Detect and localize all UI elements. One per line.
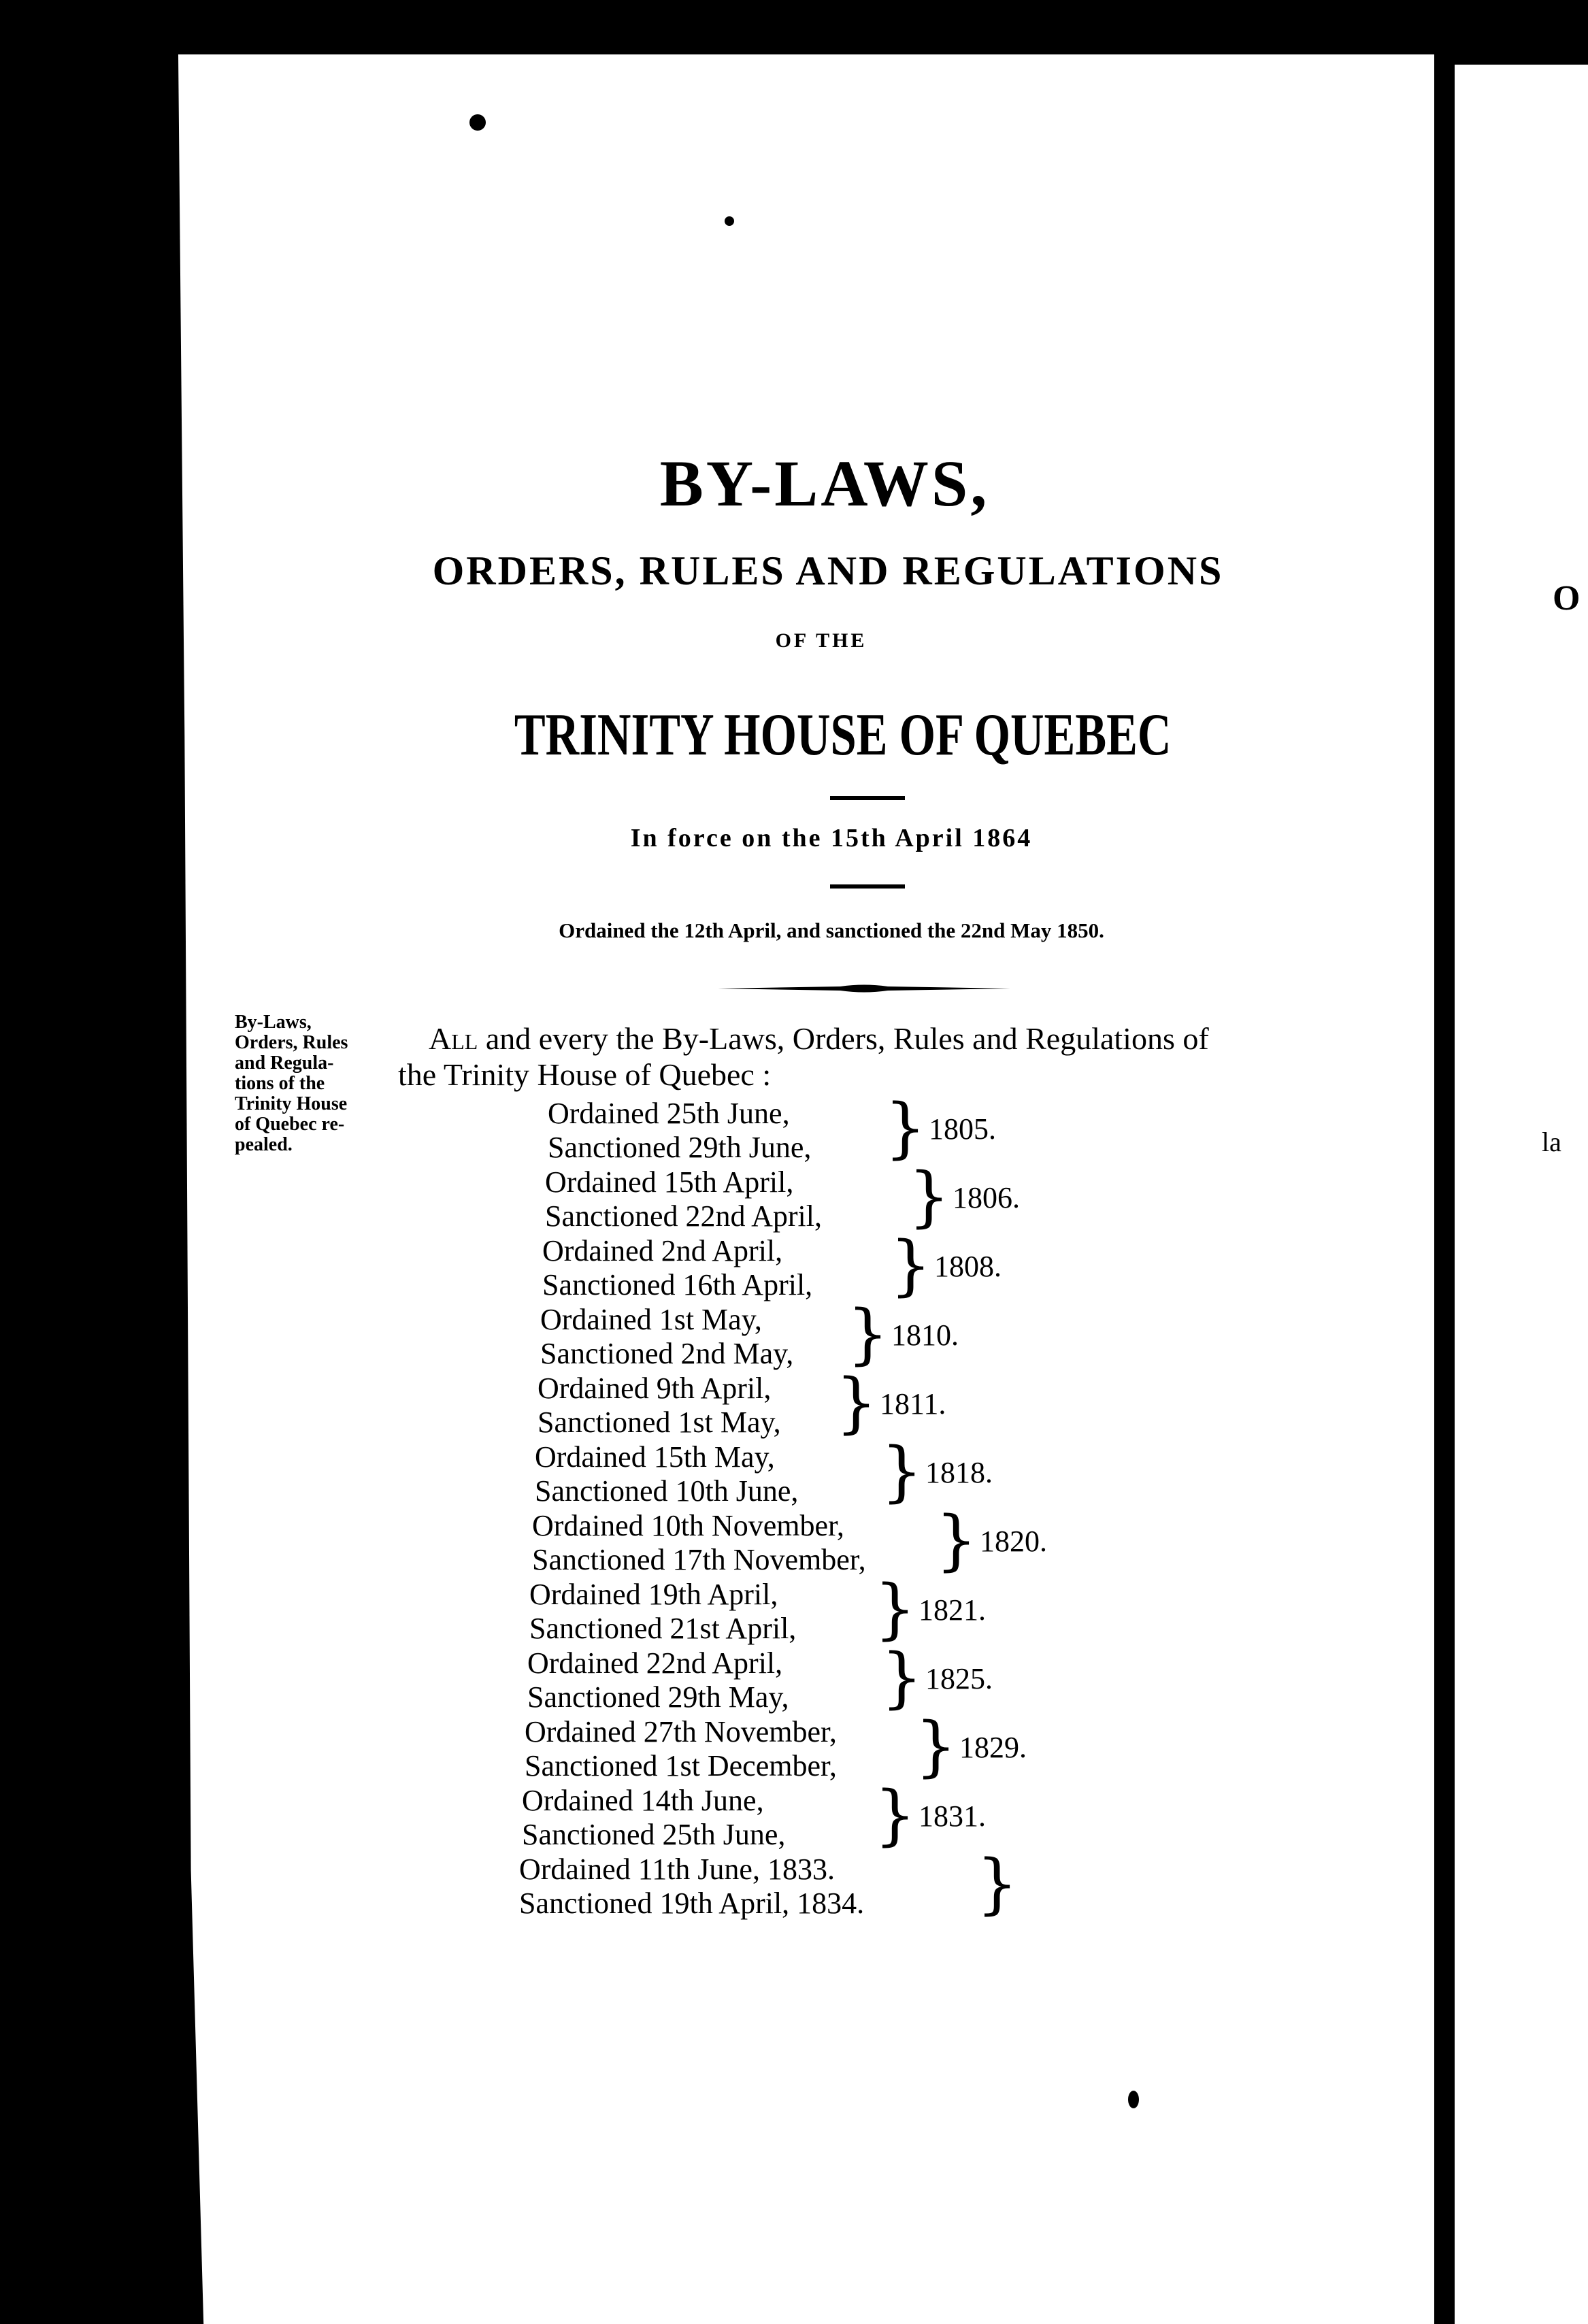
sanctioned-date: Sanctioned 25th June, [522, 1818, 786, 1851]
margin-note: By-Laws, Orders, Rules and Regula- tions of the Trinity House of Quebec re- pealed. [235, 1012, 348, 1155]
ordained-line: Ordained the 12th April, and sanctioned the 22nd May 1850. [559, 918, 1104, 942]
year-label: 1806. [953, 1181, 1020, 1214]
curly-brace: } [884, 1090, 927, 1166]
sanctioned-date: Sanctioned 1st May, [537, 1406, 781, 1439]
year-label: 1808. [934, 1250, 1002, 1283]
rule-short [830, 796, 905, 800]
curly-brace: } [836, 1365, 878, 1441]
year-label: 1829. [959, 1731, 1027, 1764]
ink-speck [469, 114, 486, 131]
right-page-fragment: la [1542, 1127, 1561, 1157]
curly-brace: } [874, 1571, 916, 1647]
in-force-line: In force on the 15th April 1864 [630, 824, 1033, 852]
entry-block [519, 1853, 864, 1921]
entry-block [540, 1303, 793, 1371]
curly-brace: } [847, 1296, 889, 1372]
ink-speck [1128, 2091, 1139, 2108]
sanctioned-date: Sanctioned 2nd May, [540, 1337, 794, 1370]
ink-speck [725, 216, 734, 226]
ordained-date: Ordained 25th June, [548, 1097, 790, 1130]
sanctioned-date: Sanctioned 16th April, [542, 1268, 813, 1301]
curly-brace: } [976, 1846, 1019, 1922]
ordained-date: Ordained 1st May, [540, 1303, 762, 1336]
curly-brace: } [936, 1502, 978, 1578]
entry-block [532, 1509, 866, 1577]
year-label: 1821. [919, 1593, 986, 1627]
entry-block [522, 1784, 785, 1852]
ordained-date: Ordained 22nd April, [527, 1646, 783, 1680]
entry-block [535, 1440, 798, 1508]
curly-brace: } [908, 1159, 950, 1235]
sanctioned-date: Sanctioned 17th November, [532, 1543, 866, 1576]
document-subtitle: ORDERS, RULES AND REGULATIONS [432, 548, 1224, 593]
curly-brace: } [881, 1640, 923, 1716]
entry-block [527, 1646, 789, 1714]
entry-block [548, 1097, 811, 1165]
ordained-date: Ordained 9th April, [537, 1372, 772, 1405]
sanctioned-date: Sanctioned 10th June, [535, 1474, 799, 1508]
ordained-date: Ordained 10th November, [532, 1509, 844, 1542]
intro-line: the Trinity House of Quebec : [398, 1057, 772, 1092]
ordained-date: Ordained 15th May, [535, 1440, 775, 1474]
entry-block [529, 1578, 796, 1646]
right-page-fragment: O [1553, 579, 1581, 618]
year-label: 1831. [919, 1799, 986, 1833]
intro-line: All and every the By-Laws, Orders, Rules and Regulations of [429, 1021, 1209, 1056]
rule-short [830, 884, 905, 889]
sanctioned-date: Sanctioned 29th May, [527, 1680, 789, 1714]
page-fold [1434, 54, 1455, 2324]
entry-block [542, 1234, 812, 1302]
year-label: 1820. [980, 1525, 1047, 1558]
sanctioned-date: Sanctioned 22nd April, [545, 1199, 822, 1233]
sanctioned-date: Sanctioned 29th June, [548, 1131, 812, 1164]
year-label: 1818. [925, 1456, 993, 1489]
year-label: 1810. [891, 1318, 959, 1352]
curly-brace: } [890, 1227, 932, 1304]
house-name: TRINITY HOUSE OF QUEBEC [514, 702, 1172, 768]
of-the-label: OF THE [775, 629, 867, 652]
curly-brace: } [874, 1777, 916, 1853]
entry-block [537, 1372, 781, 1440]
ordained-date: Ordained 14th June, [522, 1784, 764, 1817]
entry-block [545, 1165, 822, 1233]
right-page [1455, 65, 1588, 2324]
sanctioned-date: Sanctioned 21st April, [529, 1612, 797, 1645]
year-label: 1805. [929, 1112, 996, 1146]
ornamental-rule [718, 983, 1010, 994]
entry-block [525, 1715, 837, 1783]
sanctioned-date: Sanctioned 19th April, 1834. [519, 1887, 865, 1920]
curly-brace: } [915, 1708, 957, 1784]
document-title: BY-LAWS, [659, 447, 990, 520]
curly-brace: } [881, 1433, 923, 1510]
ordained-date: Ordained 19th April, [529, 1578, 778, 1611]
year-label: 1825. [925, 1662, 993, 1695]
ordained-date: Ordained 15th April, [545, 1165, 794, 1199]
ordained-date: Ordained 11th June, 1833. [519, 1853, 835, 1886]
year-label: 1811. [880, 1387, 946, 1421]
sanctioned-date: Sanctioned 1st December, [525, 1749, 837, 1782]
ordained-date: Ordained 2nd April, [542, 1234, 783, 1267]
ordained-date: Ordained 27th November, [525, 1715, 837, 1748]
